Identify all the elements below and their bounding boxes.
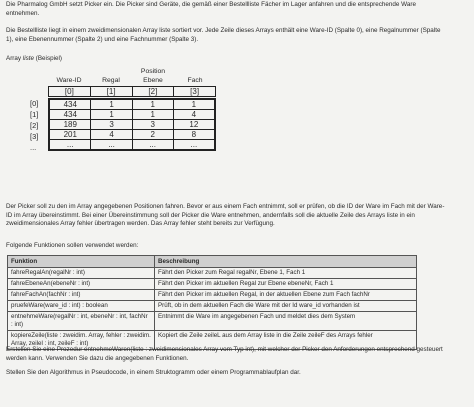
array-cell: 4	[173, 110, 215, 120]
header-description: Beschreibung	[155, 256, 417, 268]
array-cell: 189	[49, 120, 91, 130]
array-cell: 4	[91, 130, 132, 140]
array-cell: 1	[132, 99, 173, 110]
col-index-1: [1]	[90, 87, 132, 97]
function-description: Fährt den Picker zum Regal regalNr, Ebene 1, Fach 1	[155, 268, 417, 279]
functions-intro: Folgende Funktionen sollen verwendet werden:	[6, 242, 139, 249]
array-cell: 201	[49, 130, 91, 140]
index-row-table	[48, 86, 216, 97]
function-signature: fahreRegalAn(regalNr : int)	[8, 268, 155, 279]
function-description: Fährt den Picker im aktuellen Regal, in der aktuellen Ebene zum Fach fachNr	[155, 290, 417, 301]
table-row	[8, 301, 417, 312]
array-cell: 1	[91, 99, 132, 110]
function-signature: pruefeWare(ware_id : int) : boolean	[8, 301, 155, 312]
array-cell: 3	[91, 120, 132, 130]
col-index-0: [0]	[49, 87, 91, 97]
function-signature: fahreFachAn(fachNr : int)	[8, 290, 155, 301]
function-signature: fahreEbeneAn(ebeneNr : int)	[8, 279, 155, 290]
array-row	[49, 99, 215, 110]
array-cell: 1	[173, 99, 215, 110]
array-cell: 1	[132, 110, 173, 120]
array-cell: ...	[91, 140, 132, 151]
row-index-3: [3]	[30, 132, 39, 141]
row-index-1: [1]	[30, 110, 39, 119]
intro-paragraph: Die Pharmalog GmbH setzt Picker ein. Die Picker sind Geräte, die gemäß einer Bestellliste Fächer im Lager anfahren und die entsprechende Ware entnehmen.	[6, 1, 416, 17]
col-index-3: [3]	[174, 87, 216, 97]
index-row	[49, 87, 216, 97]
array-label-prefix: Array	[6, 55, 23, 62]
table-row	[8, 279, 417, 290]
function-signature: entnehmeWare(regalNr : int, ebeneNr : int, fachNr : int)	[8, 312, 155, 331]
array-label-suffix: (Beispiel)	[34, 55, 62, 62]
array-cell: 1	[91, 110, 132, 120]
position-header: Position	[140, 68, 166, 75]
function-description: Prüft, ob in dem aktuellen Fach die Ware mit der Id ware_id vorhanden ist	[155, 301, 417, 312]
function-signature: kopiereZeile(liste : zweidim. Array, fehler : zweidim. Array, zeilel : int, zeileF : int)	[8, 331, 155, 350]
table-row	[8, 290, 417, 301]
header-function: Funktion	[8, 256, 155, 268]
array-label	[6, 55, 446, 64]
sort-paragraph: Die Bestellliste liegt in einem zweidimensionalen Array liste sortiert vor. Jede Zeile dieses Arrays enthält eine Ware-ID (Spalte 0), eine Regalnummer (Spalte 1), eine Ebenennummer (Spalte 2) und eine Fachnummer (Spalte 3).	[6, 27, 441, 43]
functions-table-header	[8, 256, 417, 268]
array-label-name: liste	[22, 55, 34, 62]
array-cell: 12	[173, 120, 215, 130]
picker-paragraph: Der Picker soll zu den im Array angegebenen Positionen fahren. Bevor er aus einem Fach entnimmt, soll er prüfen, ob die ID der Ware im Fach mit der Ware-ID im Array übereinstimmt. Bei einer Übereinstimmung soll der Picker die Ware entnehmen, andernfalls soll die aktuelle Zeile des Arrays liste in ein zweidimensionales Array fehler übertragen werden. Das Array fehler steht bereits zur Verfügung.	[6, 203, 445, 228]
array-cell: 434	[49, 99, 91, 110]
row-index-4: ...	[30, 143, 37, 152]
array-row	[49, 140, 215, 151]
col-index-2: [2]	[132, 87, 174, 97]
col-header-ebene: Ebene	[143, 77, 163, 84]
array-cell: ...	[132, 140, 173, 151]
col-header-ware-id: Ware-ID	[56, 77, 82, 84]
function-description: Entnimmt die Ware im angegebenen Fach und meldet dies dem System	[155, 312, 417, 331]
functions-table	[7, 255, 417, 350]
task-representation: Stellen Sie den Algorithmus in Pseudocode, in einem Struktogramm oder einem Programmablaufplan dar.	[6, 369, 301, 376]
function-description: Kopiert die Zeile zeileL aus dem Array liste in die Zeile zeileF des Arrays fehler	[155, 331, 417, 350]
col-header-regal: Regal	[102, 77, 120, 84]
array-row	[49, 130, 215, 140]
task-procedure: Erstellen Sie eine Prozedur entnehmeWaren(liste : zweidimensionales Array vom Typ int), mit welcher der Picker den Anforderungen entsprechend gesteuert werden kann. Verwenden Sie dazu die angegebenen Funktionen.	[6, 346, 443, 362]
array-data-table	[48, 98, 216, 151]
array-cell: 8	[173, 130, 215, 140]
function-description: Fährt den Picker im aktuellen Regal zur Ebene ebeneNr, Fach 1	[155, 279, 417, 290]
table-row	[8, 312, 417, 331]
table-row	[8, 268, 417, 279]
array-cell: 434	[49, 110, 91, 120]
array-row	[49, 110, 215, 120]
array-cell: 3	[132, 120, 173, 130]
row-index-2: [2]	[30, 121, 39, 130]
array-cell: ...	[173, 140, 215, 151]
row-index-0: [0]	[30, 99, 39, 108]
array-row	[49, 120, 215, 130]
array-cell: 2	[132, 130, 173, 140]
array-cell: ...	[49, 140, 91, 151]
col-header-fach: Fach	[187, 77, 203, 84]
